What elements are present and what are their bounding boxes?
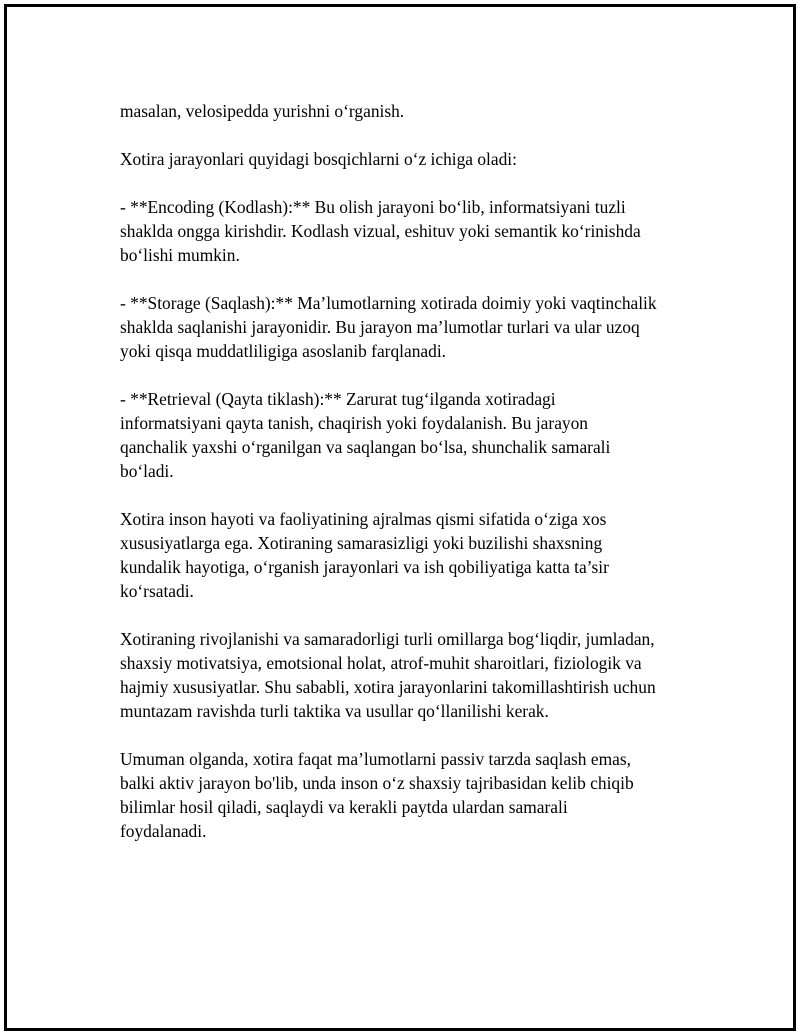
paragraph: Xotira jarayonlari quyidagi bosqichlarni o‘z ichiga oladi:: [120, 149, 517, 169]
paragraph: - **Retrieval (Qayta tiklash):** Zarurat tug‘ilganda xotiradagi informatsiyani qayta tanish, chaqirish yoki foydalanish. Bu jarayon qanchalik yaxshi o‘rganilgan va saqlangan bo‘lsa, shunchalik samarali bo‘ladi.: [120, 389, 611, 481]
page-frame: [4, 4, 796, 1031]
paragraph: Xotiraning rivojlanishi va samaradorligi turli omillarga bog‘liqdir, jumladan, shaxsiy motivatsiya, emotsional holat, atrof-muhit sharoitlari, fiziologik va hajmiy xususiyatlar. Shu sababli, xotira jarayonlarini takomillashtirish uchun muntazam ravishda turli taktika va usullar qo‘llanilishi kerak.: [120, 629, 656, 721]
paragraph: Umuman olganda, xotira faqat ma’lumotlarni passiv tarzda saqlash emas, balki aktiv jarayon bo'lib, unda inson o‘z shaxsiy tajribasidan kelib chiqib bilimlar hosil qiladi, saqlaydi va kerakli paytda ulardan samarali foydalanadi.: [120, 749, 634, 841]
paragraph: Xotira inson hayoti va faoliyatining ajralmas qismi sifatida o‘ziga xos xususiyatlarga ega. Xotiraning samarasizligi yoki buzilishi shaxsning kundalik hayotiga, o‘rganish jarayonlari va ish qobiliyatiga katta ta’sir ko‘rsatadi.: [120, 509, 609, 601]
page-content: [120, 99, 710, 867]
paragraph: - **Storage (Saqlash):** Ma’lumotlarning xotirada doimiy yoki vaqtinchalik shaklda saqlanishi jarayonidir. Bu jarayon ma’lumotlar turlari va ular uzoq yoki qisqa muddatliligiga asoslanib farqlanadi.: [120, 293, 657, 361]
paragraph: masalan, velosipedda yurishni o‘rganish.: [120, 101, 405, 121]
paragraph: - **Encoding (Kodlash):** Bu olish jarayoni bo‘lib, informatsiyani tuzli shaklda ongga kirishdir. Kodlash vizual, eshituv yoki semantik ko‘rinishda bo‘lishi mumkin.: [120, 197, 641, 265]
